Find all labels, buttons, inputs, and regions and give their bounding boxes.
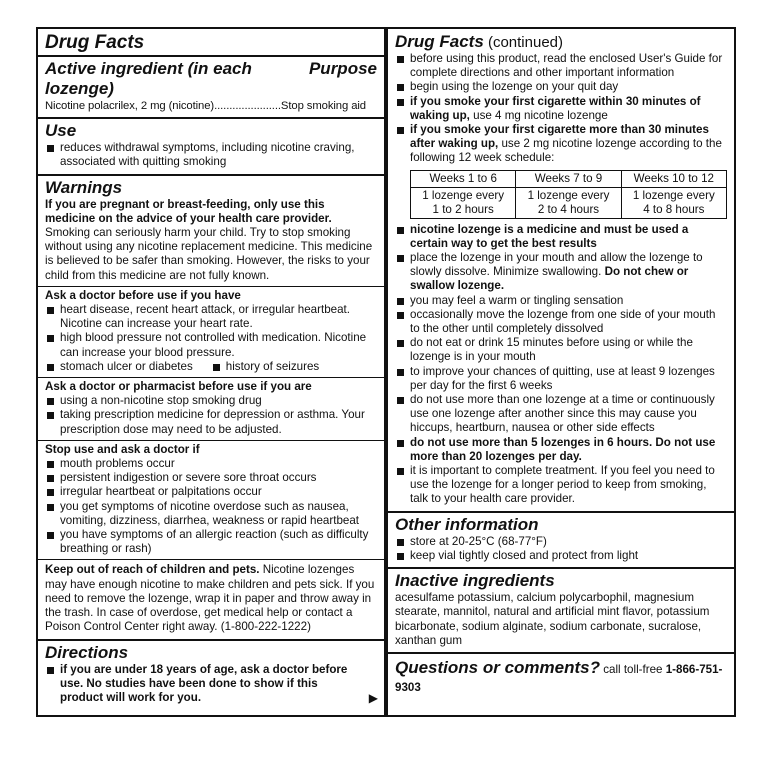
- schedule-header-cell: Weeks 1 to 6: [411, 170, 516, 187]
- questions-heading: Questions or comments?: [395, 657, 600, 677]
- direction-item: [395, 223, 727, 251]
- inactive-ingredients-text: acesulfame potassium, calcium polycarbophil, magnesium stearate, mannitol, natural and artificial mint flavor, potassium bicarbonate, sodium alginate, sodium carbonate, sucralose, xanthan gum: [395, 591, 710, 647]
- keep-out-text: Nicotine lozenges may have enough nicotine to make children and pets sick. If you need to remove the lozenge, wrap it in paper and throw away in the trash. In case of overdose, get medical help or contact a Poison Control Center right away. (1-800-222-1222): [45, 563, 375, 634]
- other-information-section: [388, 513, 734, 569]
- directions-heading: Directions: [45, 642, 129, 662]
- dosing-schedule-table: [410, 170, 727, 219]
- active-ingredient-section: [38, 57, 384, 119]
- direction-text: occasionally move the lozenge from one side of your mouth to the other until completely dissolved: [410, 307, 716, 336]
- schedule-dose-interval: 4 to 8 hours: [643, 202, 705, 216]
- directions-age-warning: if you are under 18 years of age, ask a doctor before use. No studies have been done to show if this product will work for you.: [45, 663, 377, 706]
- active-ingredient-heading: Active ingredient (in each lozenge): [45, 59, 252, 98]
- ask-doctor-pair: [45, 360, 377, 374]
- schedule-header-cell: Weeks 10 to 12: [621, 170, 726, 187]
- warnings-section: [38, 176, 384, 287]
- schedule-dose-amount: 1 lozenge every: [422, 188, 505, 202]
- directions-continued-section: [388, 29, 734, 513]
- schedule-header-cell: Weeks 7 to 9: [516, 170, 621, 187]
- stop-use-list: [45, 457, 377, 556]
- pregnancy-warning-text: Smoking can seriously harm your child. Try to stop smoking without using any nicotine replacement medicine. This medicine is believed to be safer than smoking. However, the risks to your child from this medicine are not fully known.: [45, 226, 373, 282]
- stop-use-item: persistent indigestion or severe sore throat occurs: [45, 471, 377, 485]
- condition-stomach-ulcer: stomach ulcer or diabetes: [45, 360, 193, 374]
- schedule-dose-amount: 1 lozenge every: [527, 188, 610, 202]
- directions-list-2: [395, 223, 727, 507]
- direction-text: begin using the lozenge on your quit day: [410, 80, 619, 94]
- other-information-item: store at 20-25°C (68-77°F): [395, 535, 727, 549]
- stop-use-item: you have symptoms of an allergic reaction (such as difficulty breathing or rash): [45, 528, 377, 556]
- ask-doctor-section: [38, 287, 384, 378]
- schedule-dose-interval: 1 to 2 hours: [432, 202, 494, 216]
- questions-section: [388, 654, 734, 700]
- toll-free-phone: 1-866-751-9303: [395, 662, 723, 694]
- direction-text: before using this product, read the enclosed User's Guide for complete directions and other important information: [410, 52, 723, 80]
- direction-text: do not use more than one lozenge at a time or continuously use one lozenge after another since this may cause you hiccups, heartburn, nausea or other side effects: [410, 393, 715, 435]
- direction-item: [395, 52, 727, 80]
- stop-use-item: mouth problems occur: [45, 457, 377, 471]
- stop-use-item: you get symptoms of nicotine overdose such as nausea, vomiting, dizziness, diarrhea, weakness or rapid heartbeat: [45, 500, 377, 528]
- keep-out-section: [38, 560, 384, 640]
- ask-doctor-item: heart disease, recent heart attack, or irregular heartbeat. Nicotine can increase your heart rate.: [45, 303, 377, 331]
- direction-text: place the lozenge in your mouth and allow the lozenge to slowly dissolve. Minimize swallowing.: [410, 251, 703, 279]
- other-information-item: keep vial tightly closed and protect from light: [395, 549, 727, 563]
- title-section: [38, 29, 384, 57]
- purpose-heading: Purpose: [308, 59, 377, 78]
- pregnancy-warning-bold: If you are pregnant or breast-feeding, only use this medicine on the advice of your health care provider.: [45, 197, 332, 225]
- drug-facts-left-panel: [36, 27, 386, 717]
- use-section: [38, 119, 384, 175]
- continue-arrow-icon: ▶: [368, 691, 378, 706]
- use-list: [45, 141, 377, 169]
- other-information-list: [395, 535, 727, 563]
- warnings-heading: Warnings: [45, 177, 123, 197]
- direction-bold-text: Do not chew or swallow lozenge.: [410, 265, 689, 293]
- ask-pharmacist-heading: Ask a doctor or pharmacist before use if you are: [45, 380, 312, 394]
- stop-use-heading: Stop use and ask a doctor if: [45, 442, 200, 456]
- direction-text: it is important to complete treatment. If you feel you need to use the lozenge for a longer period to keep from smoking, talk to your health care provider.: [410, 464, 715, 506]
- keep-out-warning: [45, 563, 377, 634]
- ask-pharmacist-item: using a non-nicotine stop smoking drug: [45, 394, 377, 408]
- questions-text: call toll-free: [599, 662, 666, 676]
- direction-bold-text: do not use more than 5 lozenges in 6 hours. Do not use more than 20 lozenges per day.: [410, 435, 716, 463]
- direction-text: do not eat or drink 15 minutes before using or while the lozenge is in your mouth: [410, 336, 693, 364]
- ask-doctor-list: [45, 303, 377, 360]
- schedule-dose-amount: 1 lozenge every: [632, 188, 715, 202]
- direction-item: [395, 436, 727, 464]
- schedule-body-row: [411, 187, 727, 218]
- direction-item: [395, 393, 727, 436]
- condition-seizures: history of seizures: [211, 360, 319, 374]
- ask-pharmacist-section: [38, 378, 384, 441]
- schedule-dose-cell: [516, 187, 621, 218]
- direction-item: [395, 294, 727, 308]
- drug-facts-right-panel: [386, 27, 736, 717]
- schedule-dose-interval: 2 to 4 hours: [537, 202, 600, 216]
- schedule-dose-cell: [411, 187, 516, 218]
- schedule-dose-cell: [621, 187, 726, 218]
- directions-section: [38, 641, 384, 710]
- direction-text: use 2 mg nicotine lozenge according to the following 12 week schedule:: [410, 137, 722, 165]
- active-ingredient-line: Nicotine polacrilex, 2 mg (nicotine)......................Stop smoking aid: [45, 100, 366, 112]
- direction-item: [395, 95, 727, 123]
- ask-pharmacist-list: [45, 394, 377, 437]
- direction-item: [395, 251, 727, 294]
- ask-pharmacist-item: taking prescription medicine for depression or asthma. Your prescription dose may need to be adjusted.: [45, 408, 377, 436]
- direction-bold-text: if you smoke your first cigarette within 30 minutes of waking up,: [410, 94, 701, 122]
- continued-title-main: Drug Facts: [395, 32, 484, 51]
- continued-title: [395, 32, 727, 52]
- directions-list-1: [395, 52, 727, 166]
- direction-bold-text: nicotine lozenge is a medicine and must be used a certain way to get the best results: [410, 222, 689, 250]
- direction-item: [395, 365, 727, 393]
- direction-text: to improve your chances of quitting, use at least 9 lozenges per day for the first 6 weeks: [410, 364, 715, 392]
- inactive-ingredients-heading: Inactive ingredients: [395, 571, 555, 591]
- continued-title-suffix: (continued): [483, 34, 564, 51]
- keep-out-bold: Keep out of reach of children and pets.: [45, 563, 260, 577]
- pregnancy-warning: [45, 198, 377, 283]
- ask-doctor-heading: Ask a doctor before use if you have: [45, 288, 241, 302]
- inactive-ingredients-section: [388, 569, 734, 654]
- direction-item: [395, 80, 727, 94]
- schedule-header-row: [411, 170, 727, 187]
- drug-facts-title: Drug Facts: [45, 32, 145, 53]
- ask-doctor-item: high blood pressure not controlled with medication. Nicotine can increase your blood pressure.: [45, 331, 377, 359]
- direction-item: [395, 308, 727, 336]
- direction-item: [395, 464, 727, 507]
- stop-use-section: [38, 441, 384, 561]
- use-heading: Use: [45, 121, 77, 141]
- direction-item: [395, 336, 727, 364]
- direction-bold-text: if you smoke your first cigarette more than 30 minutes after waking up,: [410, 123, 709, 151]
- stop-use-item: irregular heartbeat or palpitations occur: [45, 485, 377, 499]
- direction-text: use 4 mg nicotine lozenge: [469, 108, 608, 122]
- direction-item: [395, 123, 727, 166]
- direction-text: you may feel a warm or tingling sensation: [410, 293, 624, 307]
- use-item: reduces withdrawal symptoms, including nicotine craving, associated with quitting smoking: [45, 141, 377, 169]
- other-information-heading: Other information: [395, 514, 539, 534]
